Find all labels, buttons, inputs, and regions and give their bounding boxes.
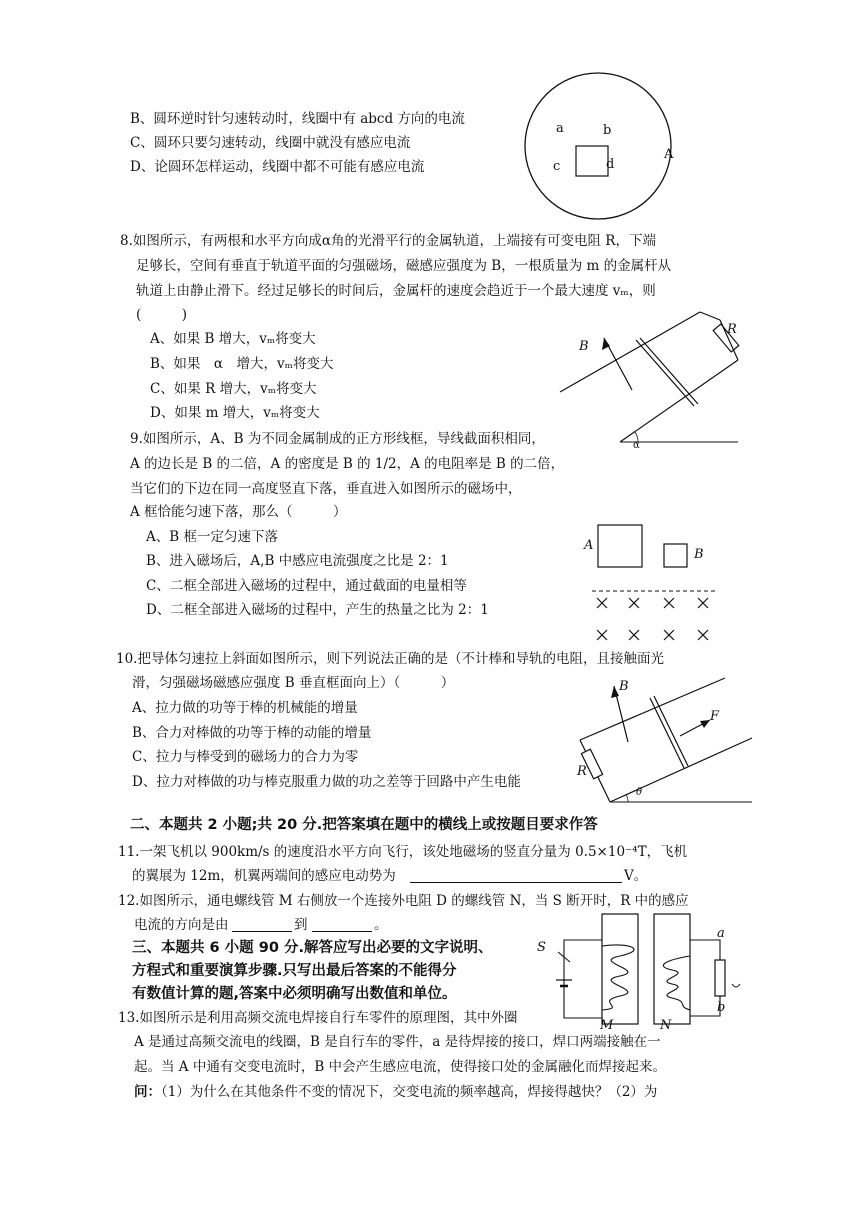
q9-label-b: B	[694, 547, 704, 562]
q8-label-r: R	[727, 322, 737, 337]
q13-stem-line3: 起。当 A 中通有交变电流时，B 中会产生感应电流，使得接口处的金属融化而焊接起来。	[134, 1059, 667, 1075]
q13-stem-line1: 13.如图所示是利用高频交流电焊接自行车零件的原理图，其中外圈	[118, 1010, 518, 1026]
q8-option-d: D、如果 m 增大，vₘ将变大	[150, 405, 320, 421]
q12-label-a: a	[717, 926, 725, 941]
q12-label-n: N	[660, 1018, 672, 1033]
q8-answer-paren: ( )	[136, 307, 188, 323]
q9-option-a: A、B 框一定匀速下落	[146, 529, 278, 545]
q8-label-b: B	[579, 339, 589, 354]
q9-option-b: B、进入磁场后，A,B 中感应电流强度之比是 2：1	[146, 553, 449, 569]
q10-incline-frame-diagram	[570, 670, 760, 805]
q8-stem-line2: 足够长，空间有垂直于轨道平面的匀强磁场，磁感应强度为 B，一根质量为 m 的金属杆从	[136, 258, 672, 274]
q9-stem-line2: A 的边长是 B 的二倍，A 的密度是 B 的 1/2，A 的电阻率是 B 的二倍，	[130, 456, 565, 472]
q10-option-a: A、拉力做的功等于棒的机械能的增量	[132, 700, 358, 716]
q9-stem-line1: 9.如图所示，A、B 为不同金属制成的正方形线框，导线截面积相同，	[130, 431, 545, 447]
q13-question-text: （1）为什么在其他条件不变的情况下，交变电流的频率越高，焊接得越快？（2）为	[161, 1084, 658, 1100]
q11-stem-line1: 11.一架飞机以 900km/s 的速度沿水平方向飞行，该处地磁场的竖直分量为 0.5×10⁻⁴T，飞机	[118, 844, 688, 860]
q7-option-c: C、圆环只要匀速转动，线圈中就没有感应电流	[130, 135, 411, 151]
q12-stem-to: 到	[294, 917, 308, 933]
q8-option-b: B、如果 α 增大，vₘ将变大	[150, 356, 334, 372]
q7-label-a: a	[556, 121, 564, 136]
q8-stem-line1: 8.如图所示，有两根和水平方向成α角的光滑平行的金属轨道，上端接有可变电阻 R，下端	[120, 233, 656, 249]
section-three-heading-line3: 有数值计算的题,答案中必须明确写出数值和单位。	[132, 986, 457, 1002]
q12-label-m: M	[600, 1018, 614, 1033]
q7-label-b: b	[603, 123, 612, 138]
q12-solenoid-diagram	[540, 910, 770, 1035]
q11-unit: V。	[624, 868, 648, 884]
q13-stem-line4	[134, 1083, 657, 1101]
q8-option-a: A、如果 B 增大，vₘ将变大	[150, 331, 316, 347]
q9-frames-field-diagram	[590, 520, 730, 650]
q10-label-b: B	[619, 679, 629, 694]
q8-label-alpha: α	[633, 440, 640, 451]
q10-stem-line2: 滑，匀强磁场磁感应强度 B 垂直框面向上）（ ）	[132, 675, 455, 691]
q13-question-label: 问：	[134, 1084, 161, 1100]
q10-stem-line1: 10.把导体匀速拉上斜面如图所示，则下列说法正确的是（不计棒和导轨的电阻，且接触面光	[116, 651, 664, 667]
q9-option-c: C、二框全部进入磁场的过程中，通过截面的电量相等	[146, 578, 467, 594]
q8-stem-line3: 轨道上由静止滑下。经过足够长的时间后，金属杆的速度会趋近于一个最大速度 vₘ，则	[136, 283, 656, 299]
q11-stem-line2a: 的翼展为 12m，机翼两端间的感应电动势为	[132, 868, 396, 884]
q10-label-theta: θ	[636, 787, 643, 798]
section-three-heading-line1: 三、本题共 6 小题 90 分.解答应写出必要的文字说明、	[132, 940, 493, 956]
q9-stem-line3: 当它们的下边在同一高度竖直下落，垂直进入如图所示的磁场中，	[130, 481, 522, 497]
section-three-heading-line2: 方程式和重要演算步骤.只写出最后答案的不能得分	[132, 963, 457, 979]
q9-option-d: D、二框全部进入磁场的过程中，产生的热量之比为 2：1	[146, 602, 489, 618]
q10-option-c: C、拉力与棒受到的磁场力的合力为零	[132, 749, 359, 765]
q7-option-d: D、论圆环怎样运动，线圈中都不可能有感应电流	[130, 159, 425, 175]
q10-option-b: B、合力对棒做的功等于棒的动能的增量	[132, 725, 372, 741]
q10-label-f: F	[710, 709, 720, 724]
q12-answer-blank-to[interactable]	[312, 931, 372, 932]
q7-label-d: d	[606, 157, 615, 172]
q12-answer-blank-from[interactable]	[232, 931, 292, 932]
q10-label-r: R	[577, 764, 587, 779]
q12-stem-end: 。	[374, 917, 388, 933]
q12-label-b: b	[717, 1000, 726, 1015]
q12-label-s: S	[537, 940, 546, 955]
q10-option-d: D、拉力对棒做的功与棒克服重力做的功之差等于回路中产生电能	[132, 774, 521, 790]
section-two-heading: 二、本题共 2 小题;共 20 分.把答案填在题中的横线上或按题目要求作答	[130, 817, 598, 833]
q7-ring-diagram	[520, 72, 680, 222]
q9-label-a: A	[584, 538, 594, 553]
q9-stem-line4: A 框恰能匀速下落，那么（ ）	[130, 504, 347, 520]
q7-label-ring-a: A	[664, 147, 674, 162]
q7-label-c: c	[553, 159, 561, 174]
q13-stem-line2: A 是通过高频交流电的线圈，B 是自行车的零件，a 是待焊接的接口，焊口两端接触在一	[134, 1034, 661, 1050]
q12-stem-line2a: 电流的方向是由	[134, 917, 229, 933]
q7-option-b: B、圆环逆时针匀速转动时，线圈中有 abcd 方向的电流	[130, 111, 465, 127]
q8-option-c: C、如果 R 增大，vₘ将变大	[150, 381, 317, 397]
q12-stem-line1: 12.如图所示，通电螺线管 M 右侧放一个连接外电阻 D 的螺线管 N，当 S 断开时，R 中的感应	[118, 893, 689, 909]
q11-answer-blank[interactable]	[410, 882, 622, 883]
